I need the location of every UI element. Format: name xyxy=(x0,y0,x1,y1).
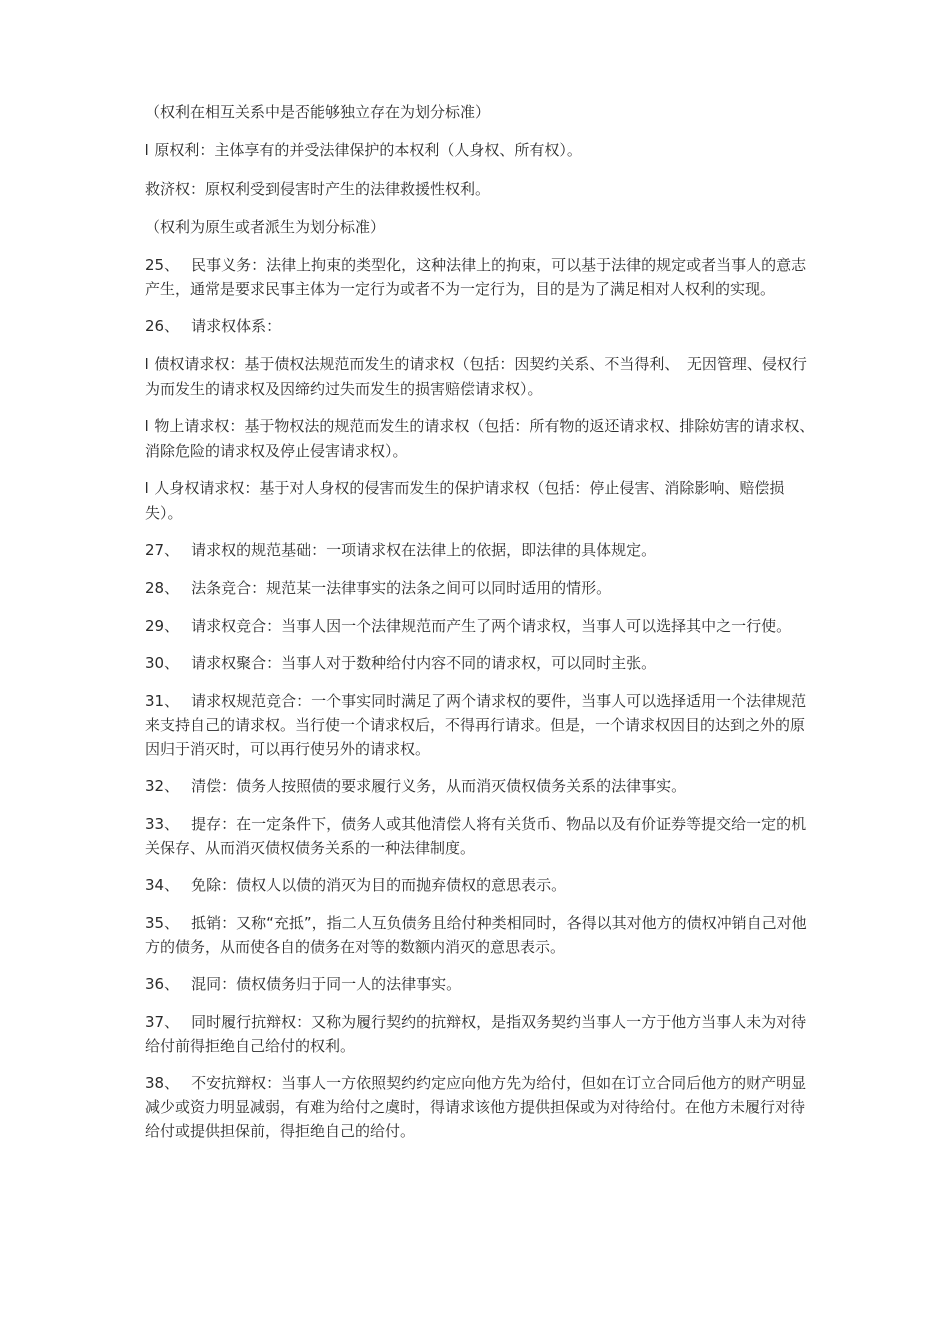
bullet-marker: l xyxy=(145,480,149,497)
bullet-item xyxy=(145,476,815,525)
item-number: 34、 xyxy=(145,876,180,894)
item-number: 38、 xyxy=(145,1074,180,1092)
paragraph-text: （权利为原生或者派生为划分标准） xyxy=(145,218,386,236)
item-number: 33、 xyxy=(145,815,180,833)
paragraph-text: 不安抗辩权：当事人一方依照契约约定应向他方先为给付，但如在订立合同后他方的财产明显减少或资力明显减弱，有难为给付之虞时，得请求该他方提供担保或为对待给付。在他方未履行对待给付或提供担保前，得拒绝自己的给付。 xyxy=(145,1074,807,1140)
numbered-item xyxy=(145,873,815,897)
paragraph-text: 原权利：主体享有的并受法律保护的本权利（人身权、所有权）。 xyxy=(154,141,582,159)
paragraph-text: 抵销：又称“充抵”，指二人互负债务且给付种类相同时，各得以其对他方的债权冲销自己对他方的债务，从而使各自的债务在对等的数额内消灭的意思表示。 xyxy=(145,914,807,956)
paragraph-text: 免除：债权人以债的消灭为目的而抛弃债权的意思表示。 xyxy=(191,876,567,894)
paragraph-text: 混同：债权债务归于同一人的法律事实。 xyxy=(191,975,462,993)
numbered-item xyxy=(145,314,815,338)
numbered-item xyxy=(145,812,815,860)
item-number: 36、 xyxy=(145,975,180,993)
numbered-item xyxy=(145,651,815,675)
numbered-item xyxy=(145,538,815,562)
paragraph-text: 债权请求权：基于债权法规范而发生的请求权（包括：因契约关系、不当得利、 无因管理、侵权行为而发生的请求权及因缔约过失而发生的损害赔偿请求权）。 xyxy=(145,355,807,398)
paragraph-text: 请求权竞合：当事人因一个法律规范而产生了两个请求权，当事人可以选择其中之一行使。 xyxy=(191,617,792,635)
paragraph-text: 人身权请求权：基于对人身权的侵害而发生的保护请求权（包括：停止侵害、消除影响、赔偿损失）。 xyxy=(145,479,785,522)
numbered-item xyxy=(145,972,815,996)
item-number: 32、 xyxy=(145,777,180,795)
item-number: 28、 xyxy=(145,579,180,597)
numbered-item xyxy=(145,689,815,761)
numbered-item xyxy=(145,576,815,600)
item-number: 29、 xyxy=(145,617,180,635)
item-number: 37、 xyxy=(145,1013,180,1031)
numbered-item xyxy=(145,774,815,798)
bullet-item xyxy=(145,414,815,463)
numbered-item xyxy=(145,1010,815,1058)
item-number: 35、 xyxy=(145,914,180,932)
paragraph-text: 请求权规范竞合：一个事实同时满足了两个请求权的要件，当事人可以选择适用一个法律规范来支持自己的请求权。当行使一个请求权后，不得再行请求。但是，一个请求权因目的达到之外的原因归于消灭时，可以再行使另外的请求权。 xyxy=(145,692,807,758)
item-number: 27、 xyxy=(145,541,180,559)
paragraph-text: 请求权体系： xyxy=(191,317,282,335)
paragraph-text: 请求权的规范基础：一项请求权在法律上的依据，即法律的具体规定。 xyxy=(191,541,657,559)
bullet-marker: l xyxy=(145,142,149,159)
numbered-item xyxy=(145,614,815,638)
numbered-item xyxy=(145,1071,815,1143)
paragraph-text: 提存：在一定条件下，债务人或其他清偿人将有关货币、物品以及有价证券等提交给一定的机关保存、从而消灭债权债务关系的一种法律制度。 xyxy=(145,815,807,857)
paragraph-text: 民事义务：法律上拘束的类型化，这种法律上的拘束，可以基于法律的规定或者当事人的意志产生，通常是要求民事主体为一定行为或者不为一定行为，目的是为了满足相对人权利的实现。 xyxy=(145,256,807,298)
paragraph-text: 物上请求权：基于物权法的规范而发生的请求权（包括：所有物的返还请求权、排除妨害的请求权、消除危险的请求权及停止侵害请求权）。 xyxy=(145,417,815,460)
paragraph-text: （权利在相互关系中是否能够独立存在为划分标准） xyxy=(145,103,491,121)
numbered-item xyxy=(145,911,815,959)
numbered-item xyxy=(145,253,815,301)
bullet-item xyxy=(145,138,815,163)
paragraph-text: 清偿：债务人按照债的要求履行义务，从而消灭债权债务关系的法律事实。 xyxy=(191,777,687,795)
bullet-marker: l xyxy=(145,356,149,373)
paragraph-text: 同时履行抗辩权：又称为履行契约的抗辩权，是指双务契约当事人一方于他方当事人未为对待给付前得拒绝自己给付的权利。 xyxy=(145,1013,807,1055)
item-number: 30、 xyxy=(145,654,180,672)
document-body xyxy=(145,100,815,1156)
paragraph-text: 请求权聚合：当事人对于数种给付内容不同的请求权，可以同时主张。 xyxy=(191,654,657,672)
paragraph xyxy=(145,100,815,124)
bullet-item xyxy=(145,352,815,401)
paragraph xyxy=(145,177,815,201)
item-number: 26、 xyxy=(145,317,180,335)
item-number: 25、 xyxy=(145,256,180,274)
paragraph xyxy=(145,215,815,239)
bullet-marker: l xyxy=(145,418,149,435)
item-number: 31、 xyxy=(145,692,180,710)
paragraph-text: 救济权：原权利受到侵害时产生的法律救援性权利。 xyxy=(145,180,491,198)
paragraph-text: 法条竞合：规范某一法律事实的法条之间可以同时适用的情形。 xyxy=(191,579,612,597)
